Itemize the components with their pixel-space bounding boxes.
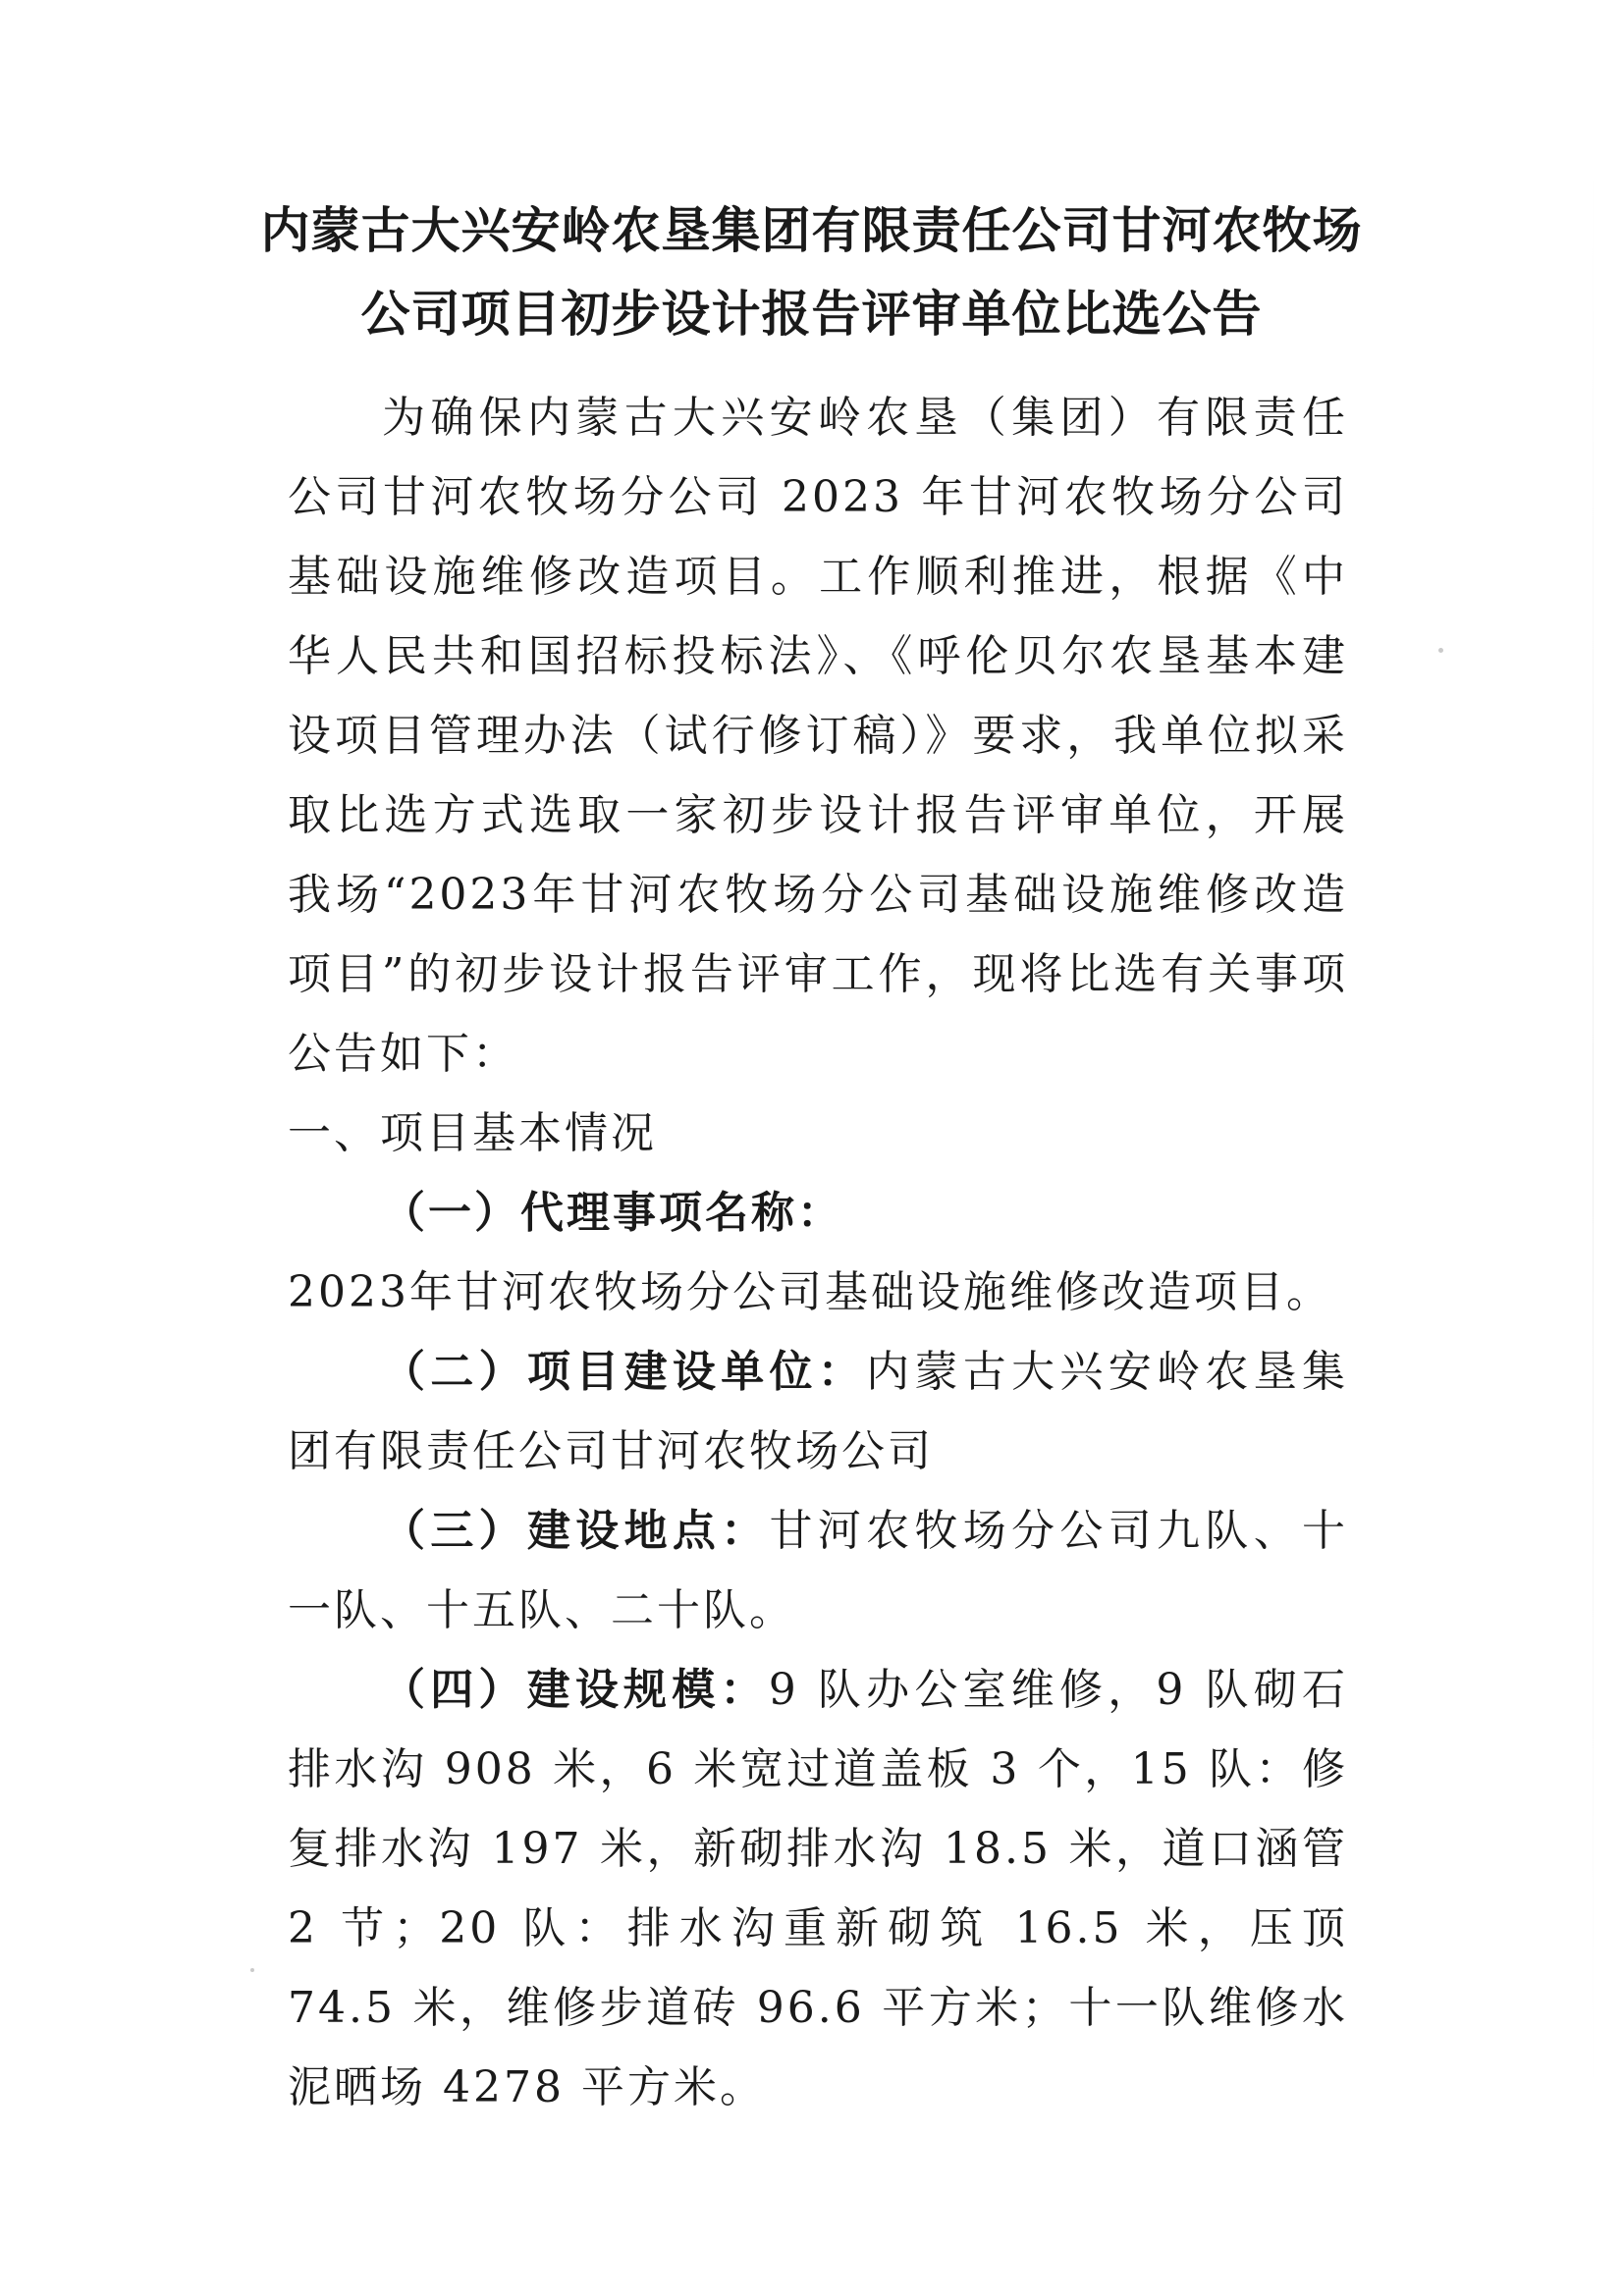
- document-title-line-1: 内蒙古大兴安岭农垦集团有限责任公司甘河农牧场: [260, 202, 1363, 259]
- item-3-label: （三）建设地点：: [382, 1506, 770, 1556]
- scan-speck: [250, 1968, 254, 1972]
- item-4-label: （四）建设规模：: [382, 1665, 769, 1715]
- scan-speck: [1438, 648, 1443, 653]
- item-2-value: 内蒙古大兴安岭农垦集团有限责任公司甘河农牧场公司: [288, 1347, 1349, 1476]
- item-2-paragraph: [288, 1332, 1348, 1491]
- scan-edge-shadow: [1593, 147, 1594, 2110]
- item-3-value: 甘河农牧场分公司九队、十一队、十五队、二十队。: [288, 1506, 1349, 1635]
- item-2-label: （二）项目建设单位：: [382, 1347, 867, 1397]
- document-title-line-2: 公司项目初步设计报告评审单位比选公告: [360, 286, 1263, 343]
- item-3-paragraph: [288, 1491, 1348, 1650]
- document-body: [288, 378, 1348, 2127]
- item-1-value: 2023年甘河农牧场分公司基础设施维修改造项目。: [288, 1267, 1332, 1317]
- item-4-paragraph: [288, 1650, 1348, 2127]
- item-agency-name-label: [288, 1173, 1348, 1253]
- intro-paragraph: 为确保内蒙古大兴安岭农垦（集团）有限责任公司甘河农牧场分公司 2023 年甘河农牧场分公司基础设施维修改造项目。工作顺利推进，根据《中华人民共和国招标投标法》、《呼伦贝尔农垦基本建设项目管理办法（试行修订稿）》要求，我单位拟采取比选方式选取一家初步设计报告评审单位，开展我场“2023年甘河农牧场分公司基础设施维修改造项目”的初步设计报告评审工作，现将比选有关事项公告如下：: [288, 393, 1348, 1079]
- item-1-label: （一）代理事项名称：: [382, 1188, 843, 1238]
- item-4-value: 9 队办公室维修，9 队砌石排水沟 908 米，6 米宽过道盖板 3 个，15 队：修复排水沟 197 米，新砌排水沟 18.5 米，道口涵管 2 节；20 队：排水沟重新砌筑 16.5 米，压顶 74.5 米，维修步道砖 96.6 平方米；十一队维修水泥晒场 4278 平方米。: [288, 1665, 1348, 2112]
- section-heading-project-basics: 一、项目基本情况: [288, 1108, 657, 1158]
